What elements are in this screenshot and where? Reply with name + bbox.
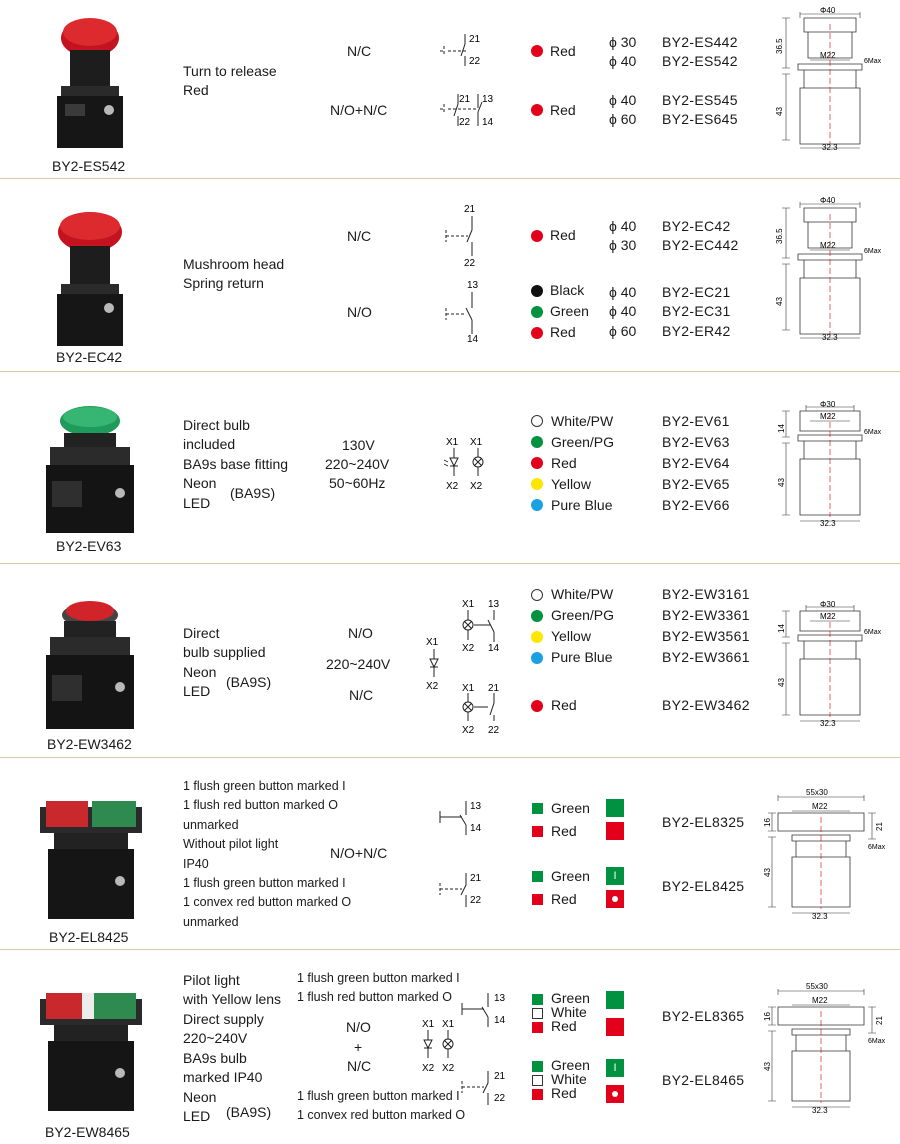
color-label: Red [550, 102, 576, 118]
color-label: Red [550, 324, 576, 340]
order-code: BY2-EV66 [662, 497, 730, 513]
svg-text:M22: M22 [812, 802, 828, 811]
svg-text:32.3: 32.3 [812, 1106, 828, 1115]
svg-text:21: 21 [464, 204, 476, 215]
svg-text:21: 21 [875, 1016, 884, 1025]
diameter: ϕ 60 [609, 323, 637, 339]
double-button-image [36, 793, 146, 923]
description-line: BA9s base fitting [183, 456, 289, 472]
svg-text:Φ40: Φ40 [820, 6, 836, 15]
color-label: Red [551, 1018, 577, 1034]
no-contact-schematic [458, 987, 514, 1031]
color-label: Pure Blue [551, 497, 613, 513]
color-label: Green/PG [551, 434, 615, 450]
color-label: Yellow [551, 476, 591, 492]
svg-text:X2: X2 [462, 643, 475, 654]
svg-text:22: 22 [459, 117, 471, 128]
order-code: BY2-EV64 [662, 455, 730, 471]
svg-text:X2: X2 [442, 1063, 455, 1074]
color-swatch-red [531, 104, 543, 116]
svg-text:M22: M22 [820, 612, 836, 621]
description-line: bulb supplied [183, 644, 266, 660]
color-label: Green [551, 800, 590, 816]
product-model: BY2-EL8425 [49, 929, 129, 945]
order-code: BY2-ER42 [662, 323, 731, 339]
order-code: BY2-ES442 [662, 34, 738, 50]
svg-text:X1: X1 [442, 1019, 455, 1030]
dimension-drawing [770, 599, 890, 729]
svg-text:Φ30: Φ30 [820, 400, 836, 409]
description-line: LED [183, 495, 211, 511]
contact-type: N/O+N/C [330, 102, 388, 118]
description-line: Neon [183, 664, 217, 680]
contact-type: N/C [347, 1058, 372, 1074]
description-line: 1 flush green button marked I [183, 779, 346, 793]
color-label: Red [551, 823, 577, 839]
color-label: White/PW [551, 586, 614, 602]
description-line: Neon [183, 1089, 217, 1105]
product-model: BY2-EV63 [56, 538, 122, 554]
svg-text:13: 13 [488, 599, 500, 610]
product-row-es542 [0, 0, 900, 178]
description-line: BA9s bulb [183, 1050, 247, 1066]
svg-text:43: 43 [763, 1062, 772, 1071]
voltage: 130V [342, 437, 375, 453]
order-code: BY2-EW3661 [662, 649, 750, 665]
color-label: White [551, 1004, 587, 1020]
svg-text:16: 16 [763, 1012, 772, 1021]
product-model: BY2-EW3462 [47, 736, 132, 752]
color-swatch-green [532, 994, 543, 1005]
svg-text:22: 22 [469, 56, 481, 67]
diameter: ϕ 60 [609, 111, 637, 127]
product-row-ec42 [0, 180, 900, 370]
svg-text:55x30: 55x30 [806, 788, 828, 797]
color-swatch-red [531, 45, 543, 57]
svg-text:13: 13 [470, 801, 482, 812]
mushroom-head-red-image [45, 210, 135, 350]
color-label: Green [551, 1057, 590, 1073]
svg-text:14: 14 [482, 117, 494, 128]
row-divider [0, 371, 900, 372]
svg-text:21: 21 [488, 683, 500, 694]
color-swatch-red [531, 327, 543, 339]
order-code: BY2-EW3361 [662, 607, 750, 623]
order-code: BY2-EL8425 [662, 878, 745, 894]
contact-type: N/C [347, 43, 372, 59]
svg-text:21: 21 [470, 873, 482, 884]
color-swatch-yellow [531, 631, 543, 643]
svg-text:36.5: 36.5 [775, 228, 784, 244]
description-line: IP40 [183, 857, 209, 871]
product-model: BY2-ES542 [52, 158, 126, 174]
svg-text:16: 16 [763, 818, 772, 827]
nc-contact-schematic [440, 200, 490, 270]
bulb-base: (BA9S) [230, 485, 276, 501]
product-model: BY2-EC42 [56, 349, 123, 365]
nc-contact-schematic [458, 1065, 514, 1109]
svg-text:6Max: 6Max [864, 58, 882, 65]
order-code: BY2-EC31 [662, 303, 731, 319]
green-button-icon [606, 991, 624, 1009]
svg-text:X2: X2 [446, 481, 459, 492]
color-swatch-green [532, 1061, 543, 1072]
note-line: 1 flush green button marked I [297, 971, 460, 985]
description-line: 1 flush red button marked O [183, 798, 338, 812]
svg-text:Φ30: Φ30 [820, 600, 836, 609]
description-line: 1 convex red button marked O [183, 895, 352, 909]
order-code: BY2-EV65 [662, 476, 730, 492]
description-line: LED [183, 1108, 211, 1124]
row-divider [0, 178, 900, 179]
product-row-ew8465 [0, 951, 900, 1144]
svg-text:22: 22 [464, 258, 476, 269]
color-swatch-white [531, 415, 543, 427]
svg-text:32.3: 32.3 [820, 519, 836, 528]
description-line: Without pilot light [183, 837, 279, 851]
contact-type: N/O+N/C [330, 845, 388, 861]
note-line: 1 flush green button marked I [297, 1089, 460, 1103]
color-label: Red [551, 455, 577, 471]
svg-text:22: 22 [470, 895, 482, 906]
svg-text:6Max: 6Max [864, 429, 882, 436]
svg-text:6Max: 6Max [868, 1038, 886, 1045]
svg-text:21: 21 [875, 822, 884, 831]
color-swatch-red [531, 230, 543, 242]
color-label: Red [551, 891, 577, 907]
color-swatch-red [531, 700, 543, 712]
description-line: LED [183, 683, 211, 699]
color-swatch-red [532, 826, 543, 837]
description-line: Pilot light [183, 972, 240, 988]
note-line: 1 flush red button marked O [297, 990, 452, 1004]
svg-text:14: 14 [777, 424, 786, 433]
color-label: Red [551, 1085, 577, 1101]
diameter: ϕ 40 [609, 218, 637, 234]
color-swatch-blue [531, 652, 543, 664]
color-swatch-red [532, 894, 543, 905]
product-row-el8425 [0, 759, 900, 949]
svg-text:32.3: 32.3 [822, 143, 838, 152]
svg-text:21: 21 [494, 1071, 506, 1082]
diameter: ϕ 40 [609, 53, 637, 69]
svg-text:14: 14 [467, 334, 479, 345]
order-code: BY2-EW3462 [662, 697, 750, 713]
svg-text:13: 13 [482, 94, 494, 105]
svg-text:21: 21 [459, 94, 471, 105]
no-contact-schematic [436, 795, 492, 839]
voltage: 50~60Hz [329, 475, 386, 491]
double-button-pilot-image [36, 985, 146, 1115]
dimension-drawing [770, 399, 890, 529]
svg-text:X1: X1 [446, 437, 459, 448]
green-button-icon [606, 799, 624, 817]
emergency-stop-red-image [45, 12, 135, 152]
color-swatch-white [532, 1008, 543, 1019]
diameter: ϕ 40 [609, 303, 637, 319]
description-line: Spring return [183, 275, 264, 291]
description-line: included [183, 436, 236, 452]
color-label: Green/PG [551, 607, 615, 623]
svg-text:55x30: 55x30 [806, 982, 828, 991]
svg-text:X1: X1 [422, 1019, 435, 1030]
order-code: BY2-EW3161 [662, 586, 750, 602]
description-line: Red [183, 82, 209, 98]
description-line: 1 flush green button marked I [183, 876, 346, 890]
red-convex-button-icon [606, 1085, 624, 1103]
color-swatch-white [532, 1075, 543, 1086]
color-swatch-green [532, 871, 543, 882]
svg-text:6Max: 6Max [864, 629, 882, 636]
svg-text:43: 43 [777, 678, 786, 687]
color-label: White [551, 1071, 587, 1087]
color-label: Black [550, 282, 585, 298]
led-neon-schematic [440, 433, 500, 493]
svg-text:X2: X2 [426, 681, 439, 692]
svg-text:6Max: 6Max [864, 248, 882, 255]
svg-text:13: 13 [494, 993, 506, 1004]
convex-dot-icon [612, 896, 618, 902]
color-swatch-red [532, 1089, 543, 1100]
diameter: ϕ 40 [609, 92, 637, 108]
order-code: BY2-EV63 [662, 434, 730, 450]
svg-text:22: 22 [488, 725, 500, 735]
diameter: ϕ 40 [609, 284, 637, 300]
svg-text:43: 43 [775, 107, 784, 116]
contact-type: N/C [349, 687, 374, 703]
svg-text:36.5: 36.5 [775, 38, 784, 54]
svg-text:Φ40: Φ40 [820, 196, 836, 205]
led-contact-schematic [424, 595, 510, 735]
row-divider [0, 949, 900, 950]
svg-text:X1: X1 [426, 637, 439, 648]
color-swatch-green [531, 306, 543, 318]
svg-text:6Max: 6Max [868, 844, 886, 851]
order-code: BY2-EV61 [662, 413, 730, 429]
color-label: Yellow [551, 628, 591, 644]
nc-contact-schematic [436, 867, 492, 911]
contact-plus: + [354, 1039, 363, 1055]
svg-text:M22: M22 [820, 241, 836, 250]
illuminated-button-red-image [40, 595, 140, 735]
svg-text:43: 43 [763, 868, 772, 877]
svg-text:X2: X2 [422, 1063, 435, 1074]
order-code: BY2-EC42 [662, 218, 731, 234]
red-convex-button-icon [606, 890, 624, 908]
svg-text:22: 22 [494, 1093, 506, 1104]
svg-text:32.3: 32.3 [822, 333, 838, 342]
order-code: BY2-EW3561 [662, 628, 750, 644]
svg-text:32.3: 32.3 [812, 912, 828, 921]
svg-text:43: 43 [777, 478, 786, 487]
contact-type: N/O [347, 304, 372, 320]
order-code: BY2-ES545 [662, 92, 738, 108]
dimension-drawing [762, 977, 892, 1117]
color-swatch-black [531, 285, 543, 297]
description-line: Turn to release [183, 63, 277, 79]
order-code: BY2-EL8465 [662, 1072, 745, 1088]
red-button-icon [606, 822, 624, 840]
row-divider [0, 757, 900, 758]
color-swatch-green [531, 436, 543, 448]
svg-text:21: 21 [469, 34, 481, 45]
convex-dot-icon [612, 1091, 618, 1097]
bulb-base: (BA9S) [226, 674, 272, 690]
description-line: unmarked [183, 818, 239, 832]
color-label: Green [550, 303, 589, 319]
svg-text:14: 14 [488, 643, 500, 654]
svg-text:32.3: 32.3 [820, 719, 836, 728]
row-divider [0, 563, 900, 564]
svg-text:M22: M22 [820, 412, 836, 421]
nonc-contact-schematic [436, 90, 496, 130]
pilot-light-green-image [40, 403, 140, 538]
svg-text:43: 43 [775, 297, 784, 306]
no-contact-schematic [440, 278, 490, 346]
green-button-marked-i-icon: I [606, 867, 624, 885]
svg-text:X1: X1 [462, 683, 475, 694]
description-line: Neon [183, 475, 217, 491]
color-label: White/PW [551, 413, 614, 429]
color-label: Green [551, 990, 590, 1006]
description-line: Direct [183, 625, 220, 641]
description-line: Mushroom head [183, 256, 285, 272]
svg-text:X1: X1 [462, 599, 475, 610]
svg-text:X2: X2 [462, 725, 475, 735]
description-line: with Yellow lens [183, 991, 282, 1007]
order-code: BY2-EL8325 [662, 814, 745, 830]
svg-text:13: 13 [467, 280, 479, 291]
color-label: Red [550, 227, 576, 243]
color-swatch-red [531, 457, 543, 469]
svg-text:14: 14 [494, 1015, 506, 1026]
order-code: BY2-ES542 [662, 53, 738, 69]
product-model: BY2-EW8465 [45, 1124, 130, 1140]
color-label: Red [550, 43, 576, 59]
description-line: marked IP40 [183, 1069, 263, 1085]
contact-type: N/O [348, 625, 373, 641]
order-code: BY2-ES645 [662, 111, 738, 127]
bulb-base: (BA9S) [226, 1104, 272, 1120]
color-swatch-yellow [531, 478, 543, 490]
nc-contact-schematic [436, 30, 496, 70]
note-line: 1 convex red button marked O [297, 1108, 466, 1122]
green-button-marked-i-icon: I [606, 1059, 624, 1077]
color-swatch-green [531, 610, 543, 622]
order-code: BY2-EC21 [662, 284, 731, 300]
voltage: 220~240V [326, 656, 391, 672]
svg-text:X1: X1 [470, 437, 483, 448]
color-swatch-red [532, 1022, 543, 1033]
order-code: BY2-EL8365 [662, 1008, 745, 1024]
product-row-ev63 [0, 373, 900, 563]
description-line: 220~240V [183, 1030, 248, 1046]
svg-text:14: 14 [777, 624, 786, 633]
color-swatch-blue [531, 499, 543, 511]
svg-text:14: 14 [470, 823, 482, 834]
svg-text:M22: M22 [820, 51, 836, 60]
svg-text:M22: M22 [812, 996, 828, 1005]
dimension-drawing [770, 4, 890, 154]
color-label: Green [551, 868, 590, 884]
color-swatch-white [531, 589, 543, 601]
contact-type: N/O [346, 1019, 371, 1035]
svg-text:X2: X2 [470, 481, 483, 492]
description-line: unmarked [183, 915, 239, 929]
diameter: ϕ 30 [609, 237, 637, 253]
description-line: Direct bulb [183, 417, 250, 433]
order-code: BY2-EC442 [662, 237, 739, 253]
description-line: Direct supply [183, 1011, 264, 1027]
color-label: Red [551, 697, 577, 713]
diameter: ϕ 30 [609, 34, 637, 50]
red-button-icon [606, 1018, 624, 1036]
product-row-ew3462 [0, 565, 900, 755]
voltage: 220~240V [325, 456, 390, 472]
color-swatch-green [532, 803, 543, 814]
dimension-drawing [762, 783, 892, 923]
color-label: Pure Blue [551, 649, 613, 665]
contact-type: N/C [347, 228, 372, 244]
dimension-drawing [770, 194, 890, 344]
